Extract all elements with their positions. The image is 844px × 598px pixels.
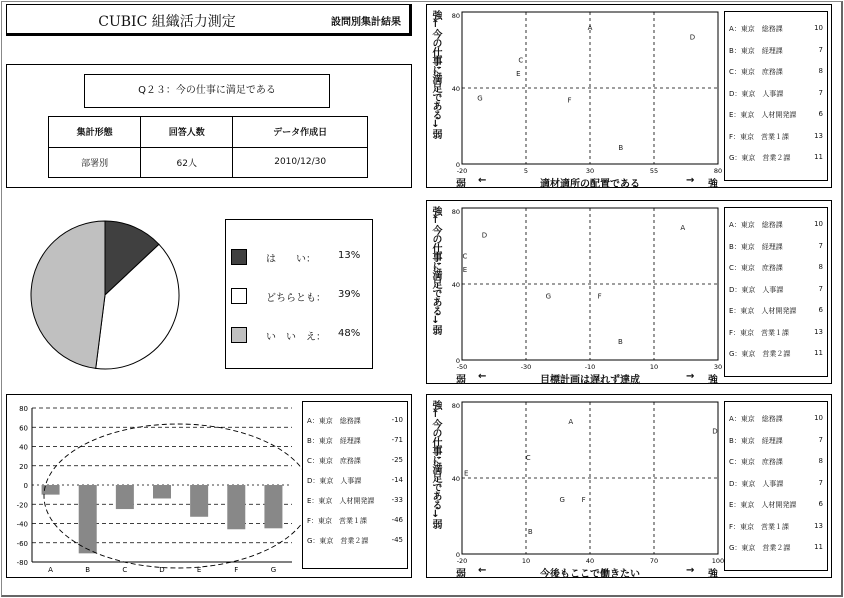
scatter-y-tick-label: 80 xyxy=(451,12,460,20)
scatter-weak-label: 弱 xyxy=(456,375,466,386)
scatter-x-tick-label: -20 xyxy=(456,167,468,175)
scatter-group-label: E：東京 人材開発課 xyxy=(729,501,797,509)
scatter-group-label: E：東京 人材開発課 xyxy=(729,111,797,119)
scatter-point-F: F xyxy=(567,96,572,105)
scatter-x-tick-label: 80 xyxy=(713,167,723,175)
bar-group-value: -33 xyxy=(391,496,403,504)
bar-y-tick-label: -40 xyxy=(16,520,28,529)
scatter-strong-label: 強 xyxy=(708,179,718,190)
scatter-weak-label: 弱 xyxy=(456,569,466,580)
scatter-x-tick-label: 10 xyxy=(649,363,659,371)
scatter-group-count: 6 xyxy=(818,500,823,508)
bar-group-value: -46 xyxy=(391,516,403,524)
bar-group-label: A：東京 総務課 xyxy=(307,417,361,425)
bar-y-tick-label: 80 xyxy=(19,405,28,413)
scatter-group-label: F：東京 営業１課 xyxy=(729,328,790,337)
pie-slice-no xyxy=(31,221,105,368)
scatter-x-label: 目標計画は遅れず達成 xyxy=(540,375,640,386)
bar-B xyxy=(79,485,97,553)
scatter-group-count: 6 xyxy=(818,306,823,314)
scatter-y-tick-label: 40 xyxy=(451,281,460,289)
bar-group-label: E：東京 人材開発課 xyxy=(307,497,375,505)
scatter-weak-label: 弱 xyxy=(456,179,466,190)
bar-y-tick-label: -20 xyxy=(16,501,28,510)
scatter-group-count: 10 xyxy=(814,414,823,422)
scatter-x-tick-label: 30 xyxy=(713,363,723,371)
meta-table-header-row xyxy=(49,117,368,148)
scatter-point-E: E xyxy=(462,265,468,274)
scatter-chart-1 xyxy=(426,4,726,188)
scatter-group-count: 8 xyxy=(818,67,823,75)
scatter-group-count: 13 xyxy=(814,131,823,140)
scatter-group-label: G：東京 営業２課 xyxy=(729,154,791,162)
meta-value-form: 部署別 xyxy=(49,147,141,178)
scatter-point-A: A xyxy=(680,224,686,232)
scatter-x-label: 適材適所の配置である xyxy=(540,179,640,190)
scatter-right-arrow: → xyxy=(686,175,695,186)
scatter-group-label: B：東京 経理課 xyxy=(729,436,783,445)
scatter-x-tick-label: 40 xyxy=(585,557,595,565)
pie-chart xyxy=(20,210,190,380)
scatter-group-count: 7 xyxy=(818,478,823,487)
scatter-point-C: C xyxy=(462,252,468,261)
bar-C xyxy=(116,485,134,509)
scatter-group-count: 11 xyxy=(814,349,823,357)
bar-y-tick-label: 40 xyxy=(19,443,28,452)
bar-group-value: -45 xyxy=(391,536,403,544)
scatter-point-F: F xyxy=(581,495,586,504)
scatter-group-count: 11 xyxy=(814,543,823,551)
scatter-group-list-3 xyxy=(724,401,828,571)
legend-label-no: い い え： xyxy=(266,332,326,343)
scatter-group-label: D：東京 人事課 xyxy=(729,89,784,98)
scatter-group-label: G：東京 営業２課 xyxy=(729,544,791,552)
bar-group-label: C：東京 庶務課 xyxy=(307,457,361,465)
scatter-group-count: 7 xyxy=(818,284,823,293)
meta-value-date: 2010/12/30 xyxy=(233,147,368,178)
scatter-x-tick-label: 30 xyxy=(585,167,595,175)
meta-header-count: 回答人数 xyxy=(141,117,233,148)
scatter-group-label: D：東京 人事課 xyxy=(729,479,784,488)
scatter-x-tick-label: -30 xyxy=(520,363,532,371)
question-text: Q２３：今の仕事に満足である xyxy=(84,74,330,108)
scatter-y-tick-label: 40 xyxy=(451,475,460,483)
scatter-group-label: B：東京 経理課 xyxy=(729,46,783,55)
scatter-point-E: E xyxy=(464,469,469,478)
scatter-left-arrow: ← xyxy=(478,175,487,186)
bar-group-label: B：東京 経理課 xyxy=(307,437,361,445)
meta-value-count: 62人 xyxy=(141,147,233,178)
scatter-y-tick-label: 80 xyxy=(451,402,460,410)
bar-group-value: -10 xyxy=(391,416,403,424)
legend-swatch-no xyxy=(231,327,247,343)
bar-group-label: D：東京 人事課 xyxy=(307,477,362,485)
scatter-point-D: D xyxy=(712,427,718,436)
scatter-y-tick-label: 0 xyxy=(455,357,460,365)
bar-x-tick-label: F xyxy=(234,566,239,574)
scatter-y-label: 強↑今の仕事に満足である↓弱 xyxy=(430,10,441,138)
scatter-y-label: 強↑今の仕事に満足である↓弱 xyxy=(430,206,441,334)
title-box xyxy=(6,4,412,36)
scatter-x-tick-label: 70 xyxy=(649,557,659,565)
scatter-group-count: 8 xyxy=(818,263,823,271)
legend-label-yes: は い： xyxy=(266,254,316,265)
scatter-point-E: E xyxy=(516,69,521,78)
scatter-strong-label: 強 xyxy=(708,569,718,580)
scatter-x-tick-label: -10 xyxy=(584,363,596,371)
scatter-group-label: F：東京 営業１課 xyxy=(729,522,790,531)
scatter-x-tick-label: -20 xyxy=(456,557,468,565)
scatter-group-label: A：東京 総務課 xyxy=(729,415,783,423)
scatter-right-arrow: → xyxy=(686,371,695,382)
scatter-group-label: A：東京 総務課 xyxy=(729,221,783,229)
scatter-group-label: E：東京 人材開発課 xyxy=(729,307,797,315)
bar-x-tick-label: B xyxy=(85,566,91,574)
scatter-group-count: 11 xyxy=(814,153,823,161)
scatter-group-label: C：東京 庶務課 xyxy=(729,264,783,272)
scatter-group-label: F：東京 営業１課 xyxy=(729,132,790,141)
scatter-y-tick-label: 40 xyxy=(451,85,460,93)
bar-group-value: -25 xyxy=(391,456,403,464)
meta-header-form: 集計形態 xyxy=(49,117,141,148)
scatter-group-count: 6 xyxy=(818,110,823,118)
scatter-point-B: B xyxy=(527,528,533,537)
scatter-right-arrow: → xyxy=(686,565,695,576)
bar-x-tick-label: G xyxy=(270,566,277,574)
scatter-x-label: 今後もここで働きたい xyxy=(540,569,640,580)
legend-pct-neutral: 39% xyxy=(338,289,361,300)
scatter-group-count: 7 xyxy=(818,241,823,250)
scatter-point-C: C xyxy=(525,454,531,463)
scatter-group-count: 7 xyxy=(818,435,823,444)
scatter-x-tick-label: 10 xyxy=(521,557,531,565)
bar-x-tick-label: C xyxy=(122,566,128,574)
report-subtitle: 設問別集計結果 xyxy=(331,17,401,28)
bar-y-tick-label: 60 xyxy=(19,424,28,433)
bar-group-list xyxy=(302,401,408,569)
scatter-group-count: 10 xyxy=(814,220,823,228)
meta-table xyxy=(48,116,368,178)
scatter-chart-2 xyxy=(426,200,726,384)
scatter-point-F: F xyxy=(597,292,602,301)
scatter-point-C: C xyxy=(518,56,524,65)
bar-group-value: -71 xyxy=(391,436,403,444)
scatter-strong-label: 強 xyxy=(708,375,718,386)
scatter-point-B: B xyxy=(618,143,624,152)
scatter-x-tick-label: 100 xyxy=(711,557,725,565)
bar-y-tick-label: -60 xyxy=(16,539,28,548)
scatter-group-label: B：東京 経理課 xyxy=(729,242,783,251)
scatter-y-label: 強↑今の仕事に満足である↓弱 xyxy=(430,400,441,528)
scatter-group-count: 13 xyxy=(814,327,823,336)
scatter-point-G: G xyxy=(559,495,565,504)
scatter-group-list-1 xyxy=(724,11,828,181)
bar-x-tick-label: E xyxy=(196,566,202,574)
legend-label-neutral: どちらとも： xyxy=(266,293,326,304)
scatter-point-D: D xyxy=(689,33,696,42)
scatter-y-tick-label: 80 xyxy=(451,208,460,216)
scatter-chart-3 xyxy=(426,394,726,578)
bar-group-label: G：東京 営業２課 xyxy=(307,537,369,545)
bar-chart xyxy=(6,394,306,578)
scatter-point-A: A xyxy=(587,24,593,33)
legend-pct-no: 48% xyxy=(338,328,361,339)
scatter-point-D: D xyxy=(481,231,488,240)
scatter-group-label: A：東京 総務課 xyxy=(729,25,783,33)
scatter-group-count: 10 xyxy=(814,24,823,32)
bar-x-tick-label: A xyxy=(48,566,53,574)
scatter-y-tick-label: 0 xyxy=(455,551,460,559)
scatter-point-A: A xyxy=(568,418,574,426)
scatter-x-tick-label: -50 xyxy=(456,363,468,371)
scatter-group-count: 7 xyxy=(818,45,823,54)
bar-y-tick-label: 0 xyxy=(23,482,28,490)
scatter-group-label: C：東京 庶務課 xyxy=(729,458,783,466)
scatter-point-G: G xyxy=(545,292,552,301)
bar-x-tick-label: D xyxy=(159,566,165,574)
bar-G xyxy=(264,485,282,528)
scatter-group-count: 13 xyxy=(814,521,823,530)
scatter-group-label: G：東京 営業２課 xyxy=(729,350,791,358)
scatter-left-arrow: ← xyxy=(478,565,487,576)
bar-F xyxy=(227,485,245,529)
report-title: CUBIC 組織活力測定 xyxy=(98,14,236,30)
pie-legend xyxy=(225,219,373,369)
bar-group-label: F：東京 営業１課 xyxy=(307,517,368,525)
scatter-point-B: B xyxy=(617,338,623,346)
scatter-group-count: 8 xyxy=(818,457,823,465)
bar-y-tick-label: -80 xyxy=(16,559,28,567)
bar-E xyxy=(190,485,208,517)
scatter-left-arrow: ← xyxy=(478,371,487,382)
scatter-group-list-2 xyxy=(724,207,828,377)
scatter-group-count: 7 xyxy=(818,88,823,97)
legend-pct-yes: 13% xyxy=(338,250,361,261)
scatter-x-tick-label: 5 xyxy=(523,167,529,175)
legend-swatch-yes xyxy=(231,249,247,265)
scatter-x-tick-label: 55 xyxy=(649,167,659,175)
meta-table-value-row xyxy=(49,147,368,178)
scatter-group-label: D：東京 人事課 xyxy=(729,285,784,294)
bar-group-value: -14 xyxy=(391,476,403,484)
scatter-y-tick-label: 0 xyxy=(455,161,460,169)
legend-swatch-neutral xyxy=(231,288,247,304)
scatter-point-G: G xyxy=(477,94,483,103)
bar-y-tick-label: 20 xyxy=(19,462,28,471)
scatter-group-label: C：東京 庶務課 xyxy=(729,68,783,76)
meta-header-date: データ作成日 xyxy=(233,117,368,148)
bar-D xyxy=(153,485,171,498)
